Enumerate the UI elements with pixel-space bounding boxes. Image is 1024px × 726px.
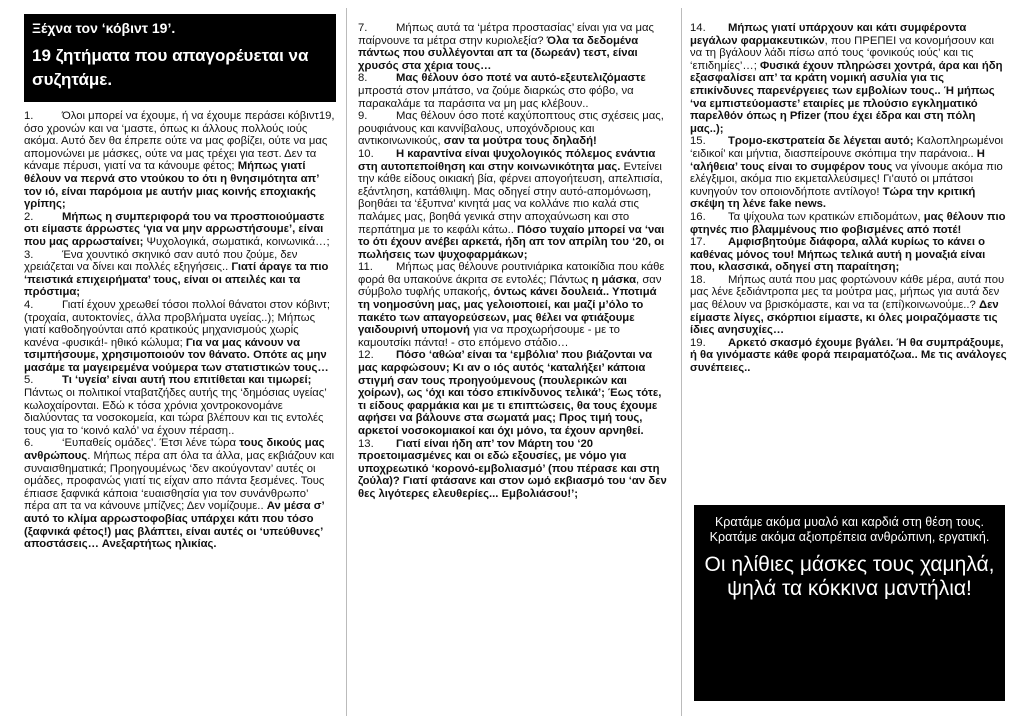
item-text: Πάντως οι πολιτικοί νταβατζήδες αυτής της ‘δημόσιας υγείας’ κωλοχαίρονται. Εδώ κ τόσα χρόνια χοντροκονομάνε διαλύοντας τα νοσοκομεία, και τώρα βλέπουν και τις εντολές τους για το ‘κοινό καλό’ να έχουν πέραση.. [24,387,327,437]
title-box [24,14,336,102]
item-number: 2. [24,210,34,223]
item-13 [358,438,670,501]
item-11 [358,261,670,349]
item-text: να γίνουμε ακόμα πιο ελέγξιμοι, ακόμα πιο εκμεταλλεύσιμες! Γι’αυτό οι μπάτσοι κυνηγούν τον οποιονδήποτε αντίλογο! [690,160,1003,198]
item-5 [24,374,336,437]
item-text: μπροστά στον μπάτσο, να ζούμε διαρκώς στο φόβο, να παρακαλάμε τα παράσιτα να μη μας κλέβουν.. [358,84,634,110]
item-text: ‘Ευπαθείς ομάδες’. Έτσι λένε τώρα [62,437,240,450]
item-text-bold: Για να μας κάνουν να τσιμπήσουμε, χρησιμοποιούν τον θάνατο. Οπότε ας μην μασάμε τα μαγειρεμένα νούμερα των στατιστικών τους… [24,336,329,374]
item-2 [24,211,336,249]
item-3 [24,249,336,299]
item-text: Μήπως αυτά τα ‘μέτρα προστασίας’ είναι για να μας παίρνουνε τα μέτρα στην κυριολεξία? [358,22,654,47]
item-text-bold: η μάσκα [591,273,637,286]
item-text: , που ΠΡΕΠΕΙ να κονομήσουν και να τη βγάλουν λάδι πίσω από τους ‘φονικούς ιούς’ και τις ‘επιδημίες’…; [690,34,994,72]
item-number: 10. [358,147,374,160]
item-12 [358,349,670,437]
column-divider-1 [346,8,347,716]
item-number: 16. [690,210,706,223]
item-number: 7. [358,22,368,34]
item-number: 3. [24,248,34,261]
closing-line-2: Κρατάμε ακόμα αξιοπρέπεια ανθρώπινη, εργατική. [709,530,990,544]
item-4 [24,299,336,375]
column-1 [24,14,336,551]
item-text-bold: Όλα τα δεδομένα πάντως που συλλέγονται απ τα (δωρεάν) τεστ, είναι χρυσός στα χέρια τους… [358,34,639,72]
item-text-bold: Τώρα την κριτική σκέψη τη λένε fake news. [690,185,976,211]
item-text-bold: σαν τα μούτρα τους δηλαδή! [443,135,597,148]
item-text-bold: Φυσικά έχουν πληρώσει χοντρά, άρα και ήδη εξασφαλίσει απ’ τα κράτη νομική ασυλία για τις επικίνδυνες παρενέργειες των εμβολίων τους.. Ή μήπως ‘να εμπιστεύομαστε’ εταιρίες με πλούσιο εγκληματικό παρελθόν όπως η Pfizer (που έχει έδρα και στη πόλη μας..); [690,59,1003,135]
item-text: , σαν σύμβολο τυφλής υπακοής, [358,273,662,299]
closing-box [694,505,1005,701]
items-col-3 [690,22,1008,375]
item-number: 11. [358,261,373,274]
item-text: για να προχωρήσουμε - με το καμουτσίκι πάντα! - στο επόμενο στάδιο… [358,324,620,349]
item-text-bold: Η καραντίνα είναι ψυχολογικός πόλεμος ενάντια στη αυτοπεποίθηση και στην κοινωνικότητα μας. [358,147,656,173]
item-text: Ένα χουντικό σκηνικό σαν αυτό που ζούμε, δεν χρειάζεται να δίνει και πολλές εξηγήσεις.. [24,248,298,274]
column-2 [358,14,670,501]
item-text-bold: Τρομο-εκστρατεία δε λέγεται αυτό; [728,135,917,148]
item-number: 8. [358,72,368,85]
item-text-bold: Μας θέλουν όσο ποτέ να αυτό-εξευτελιζόμαστε [396,72,646,85]
item-text-bold: Πόσο τυχαίο μπορεί να ‘ναι το ότι έχουν ανέβει αρκετά, ήδη απ τον απρίλη του ‘20, οι πωλήσεις των ψυχοφαρμάκων; [358,223,665,261]
item-text-bold: τους δικούς μας ανθρώπους [24,437,325,463]
item-number: 13. [358,437,374,450]
item-text: Εντείνει την κάθε είδους οικιακή βία, φέρνει απογοήτευση, απελπισία, εξάντληση, κατάθλιψη. Μας οδηγεί στην αυτό-απομόνωση, βοηθάει τα ‘έξυπνα’ κινητά μας να κολλάνε πιο καλά στις παλάμες μας, βοηθά γενικά στην αποχαύνωση και στο περπάτημα με το κεφάλι κάτω.. [358,160,663,236]
title-line-2: 19 ζητήματα που απαγορέυεται να συζητάμε. [32,46,309,89]
item-text-bold: Γιατί άραγε τα πιο ‘πειστικά επιχειρήματα’ τους, είναι οι απειλές και τα πρόστιμα; [24,261,329,299]
item-text-bold: Τι ‘υγεία’ είναι αυτή που επιτίθεται και τιμωρεί; [62,374,312,387]
item-number: 17. [690,236,706,249]
item-6 [24,437,336,550]
title-line-1: Ξέχνα τον ‘κόβιντ 19’. [32,20,176,36]
item-text: Καλοπληρωμένοι ‘ειδικοί’ και μήντια, διασπείρουνε σκόπιμα την παράνοια.. [690,135,1004,160]
item-number: 18. [690,273,706,286]
items-col-1 [24,110,336,551]
item-text-bold: Μήπως γιατί θέλουν να περνά στο ντούκου το ότι η θνησιμότητα απ’ τον ιό, είναι παρόμοια με αυτήν μιας κοινής εποχιακής γρίπης; [24,160,319,211]
item-text-bold: Αμφισβητούμε διάφορα, αλλά κυρίως το κάνει ο καθένας μόνος του! Μήπως τελικά αυτή η μοναξιά είναι που, κλασσικά, οδηγεί στη παραίτηση; [690,236,986,274]
item-8 [358,72,670,110]
column-divider-2 [681,8,682,716]
item-text-bold: Μήπως γιατί υπάρχουν και κάτι συμφέροντα μεγάλων φαρμακευτικών [690,22,967,47]
item-number: 6. [24,437,34,450]
item-text: Γιατί έχουν χρεωθεί τόσοι πολλοί θάνατοι στον κόβιντ; (τροχαία, αυτοκτονίες, άλλα προβλήματα υγείας..); Μήπως γιατί καθοδηγούνται από κρατικούς μηχανισμούς χωρίς κανένα -φυσικά!- ηθικό κώλυμα; [24,298,331,349]
item-number: 4. [24,298,34,311]
item-text-bold: Πόσο ‘αθώα’ είναι τα ‘εμβόλια’ που βιάζονται να μας καρφώσουν; Κι αν ο ιός αυτός ‘καταλήξει’ κάποια στιγμή σαν τους προηγούμενους (πουλερικών και χοίρων), ως ‘όχι και τόσο επικίνδυνος τελικά’; Έως τότε, τι είδους φαρμάκια και με τι επιπτώσεις, θα τους έχουμε αφήσει να βάλουνε στα σωματά μας; Προς τιμή τους, αρκετοί νοσοκομιακοί και όχι μόνο, τα έχουν αρνηθεί. [358,349,662,437]
item-14 [690,22,1008,135]
item-text-bold: Η ‘αλήθεια’ τους είναι το συμφέρον τους [690,147,985,173]
item-text: Ψυχολογικά, σωματικά, κοινωνικά…; [146,235,330,248]
item-9 [358,110,670,148]
item-text: . Μήπως πέρα απ όλα τα άλλα, μας εκβιάζουν και συναισθηματικά; Προηγουμένως ‘δεν ακούγονταν’ αυτές οι ομάδες, προφανώς γιατί τις είχαν απο πάντα ξεσμένες. Τους έπιασε ξαφνικά κάποια ‘ευαισθησία για τον συνάνθρωπο’ πέρα απ τα να κάνουνε μπίζνες; Δεν νομίζουμε.. [24,450,335,513]
item-number: 9. [358,110,368,123]
column-3 [690,14,1008,375]
item-18 [690,274,1008,337]
item-text-bold: Αρκετό σκασμό έχουμε βγάλει. Ή θα συμπράξουμε, ή θα γινόμαστε κάθε φορά πειραματόζωα.. Με τις ανάλογες συνέπειες.. [690,336,1007,375]
closing-slogan: Οι ηλίθιες μάσκες τους χαμηλά, ψηλά τα κόκκινα μαντήλια! [704,553,995,600]
item-text-bold: μας θέλουν πιο φτηνές πιο βλαμμένους πιο φοβισμένες από ποτέ! [690,210,1006,236]
item-text-bold: Δεν είμαστε λίγες, σκόρπιοι είμαστε, κι όλες μοιραζόμαστε τις ίδιες ανησυχίες… [690,299,999,337]
item-text: Μας θέλουν όσο ποτέ καχύποπτους στις σχέσεις μας, ρουφιάνους και καννίβαλους, υποχόνδριους και αντικοινωνικούς, [358,110,664,148]
item-text-bold: Αν μέσα σ’ αυτό το κλίμα αρρωστοφοβίας υπάρχει κάτι που τόσο (ξαφνικά φέτος!) μας βλάπτει, είναι αυτές οι ‘υπεύθυνες’ αποστάσεις… Ανεξαρτήτως ηλικίας. [24,500,324,551]
items-col-2 [358,22,670,501]
item-text: Μήπως αυτά που μας φορτώνουν κάθε μέρα, αυτά που μας λένε ξεδιάντροπα μες τα μούτρα μας, μήπως για αυτά δεν μας θέλουν να βρισκόμαστε, και να τα (επί)κοινωνούμε..? [690,273,1005,312]
item-text: Τα ψίχουλα των κρατικών επιδομάτων, [728,210,924,223]
item-number: 5. [24,374,34,387]
item-text: Όλοι μπορεί να έχουμε, ή να έχουμε περάσει κόβιντ19, όσο χρονών και να ‘μαστε, όπως κι άλλους πολλούς ιούς ακόμα. Αυτό δεν θα έπρεπε ούτε να μας φοβίζει, ούτε να μας απομονώνει με μάσκες, ούτε να μας τρέχει για τεστ. Δεν τα κάναμε πέρυσι, γιατί να τα κάνουμε φέτος; [24,110,335,173]
item-17 [690,236,1008,274]
closing-line-1: Κρατάμε ακόμα μυαλό και καρδιά στη θέση τους. [714,515,985,529]
item-number: 1. [24,110,34,122]
item-text-bold: Γιατί είναι ήδη απ’ τον Μάρτη του ‘20 προετοιμασμένες και οι εδώ εξουσίες, με νόμο για υποχρεωτικό ‘κορονό-εμβολιασμό’ (που πέρασε και στη ζούλα)? Γιατί φτάσανε και στον ωμό εκβιασμό του ‘αν δεν θες λιγότερες ελευθερίες... Εμβολιάσου!’; [358,437,667,500]
item-number: 14. [690,22,706,34]
item-text-bold: Μήπως η συμπεριφορά του να προσποιούμαστε οτι είμαστε άρρωστες ‘για να μην αρρωστήσουμε’, είναι που μας αρρωσταίνει; [24,210,325,248]
item-7 [358,22,670,72]
item-number: 15. [690,135,706,148]
item-text: Μήπως μας θέλουνε ρουτινιάρικα κατοικίδια που κάθε φορά θα υπακούνε άκριτα σε εντολές; Πάντως [358,261,665,286]
item-1 [24,110,336,211]
item-16 [690,211,1008,236]
item-number: 19. [690,336,706,349]
item-19 [690,337,1008,375]
item-text-bold: όντως κάνει δουλειά.. Υποτιμά τη νοημοσύνη μας, μας γελοιοποιεί, και μαζί μ’όλο το πακέτο των απαγορεύσεων, μας θέλει να φτιάξουμε γαιδουρινή υπομονή [358,286,657,337]
item-10 [358,148,670,261]
item-number: 12. [358,349,374,362]
item-15 [690,135,1008,211]
